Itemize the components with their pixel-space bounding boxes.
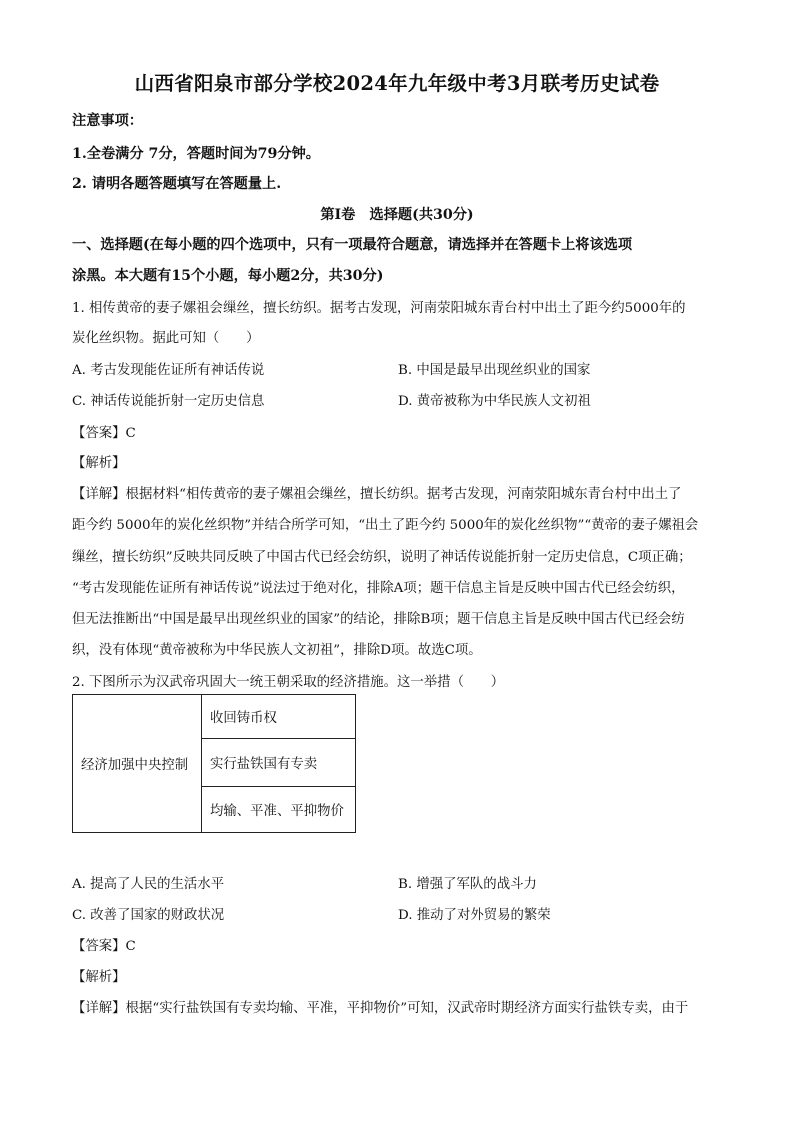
- q1-option-b: B. 中国是最早出现丝织业的国家: [398, 363, 591, 378]
- notice-item-1: 1.全卷满分 7分，答题时间为79分钟。: [72, 146, 320, 162]
- q2-measures-table: [72, 694, 356, 833]
- q2-stem: 2. 下图所示为汉武帝巩固大一统王朝采取的经济措施。这一举措（ ）: [72, 675, 505, 690]
- q2-detail-line-1: 【详解】根据“实行盐铁国有专卖均输、平准，平抑物价”可知，汉武帝时期经济方面实行盐铁专卖，由于: [72, 1001, 689, 1016]
- q1-analysis-label: 【解析】: [72, 456, 126, 471]
- table-row-2: 实行盐铁国有专卖: [202, 739, 356, 787]
- q1-stem-line-1: 1. 相传黄帝的妻子嫘祖会缫丝，擅长纺织。据考古发现，河南荥阳城东青台村中出土了距今约5000年的: [72, 301, 686, 316]
- q1-detail-line-3: 缫丝，擅长纺织”反映共同反映了中国古代已经会纺织，说明了神话传说能折射一定历史信息，C项正确；: [72, 550, 692, 565]
- q1-detail-line-5: 但无法推断出“中国是最早出现丝织业的国家”的结论，排除B项；题干信息主旨是反映中国古代已经会纺: [72, 612, 685, 627]
- q1-option-a: A. 考古发现能佐证所有神话传说: [72, 363, 265, 378]
- exam-title: 山西省阳泉市部分学校2024年九年级中考3月联考历史试卷: [134, 72, 660, 95]
- notice-item-2: 2. 请明各题答题填写在答题量上.: [72, 176, 282, 192]
- table-row-1: 收回铸币权: [202, 695, 356, 739]
- section-instruction-line-1: 一、选择题(在每小题的四个选项中，只有一项最符合题意，请选择并在答题卡上将该选项: [72, 237, 633, 253]
- q2-option-d: D. 推动了对外贸易的繁荣: [398, 908, 551, 923]
- q1-option-c: C. 神话传说能折射一定历史信息: [72, 394, 265, 409]
- q1-stem-line-2: 炭化丝织物。据此可知（ ）: [72, 331, 260, 346]
- q1-detail-line-2: 距今约 5000年的炭化丝织物”并结合所学可知，“出土了距今约 5000年的炭化丝织物”“黄帝的妻子嫘祖会: [72, 518, 699, 533]
- notice-heading: 注意事项：: [72, 113, 143, 129]
- q2-answer: 【答案】C: [72, 939, 136, 954]
- q1-detail-line-6: 织，没有体现“黄帝被称为中华民族人文初祖”，排除D项。故选C项。: [72, 643, 482, 658]
- q1-option-d: D. 黄帝被称为中华民族人文初祖: [398, 394, 591, 409]
- q1-detail-line-1: 【详解】根据材料“相传黄帝的妻子嫘祖会缫丝，擅长纺织。据考古发现，河南荥阳城东青台村中出土了: [72, 487, 682, 502]
- table-left-cell: 经济加强中央控制: [73, 695, 202, 833]
- q2-analysis-label: 【解析】: [72, 970, 126, 985]
- section-instruction-line-2: 涂黑。本大题有15个小题，每小题2分，共30分): [72, 268, 384, 284]
- q1-answer: 【答案】C: [72, 426, 136, 441]
- q1-detail-line-4: “考古发现能佐证所有神话传说”说法过于绝对化，排除A项；题干信息主旨是反映中国古代已经会纺织，: [72, 581, 685, 596]
- table-row-3: 均输、平准、平抑物价: [202, 787, 356, 833]
- section-title: 第Ⅰ卷 选择题(共30分): [320, 207, 474, 223]
- q2-option-c: C. 改善了国家的财政状况: [72, 908, 225, 923]
- q2-option-b: B. 增强了军队的战斗力: [398, 877, 537, 892]
- q2-option-a: A. 提高了人民的生活水平: [72, 877, 225, 892]
